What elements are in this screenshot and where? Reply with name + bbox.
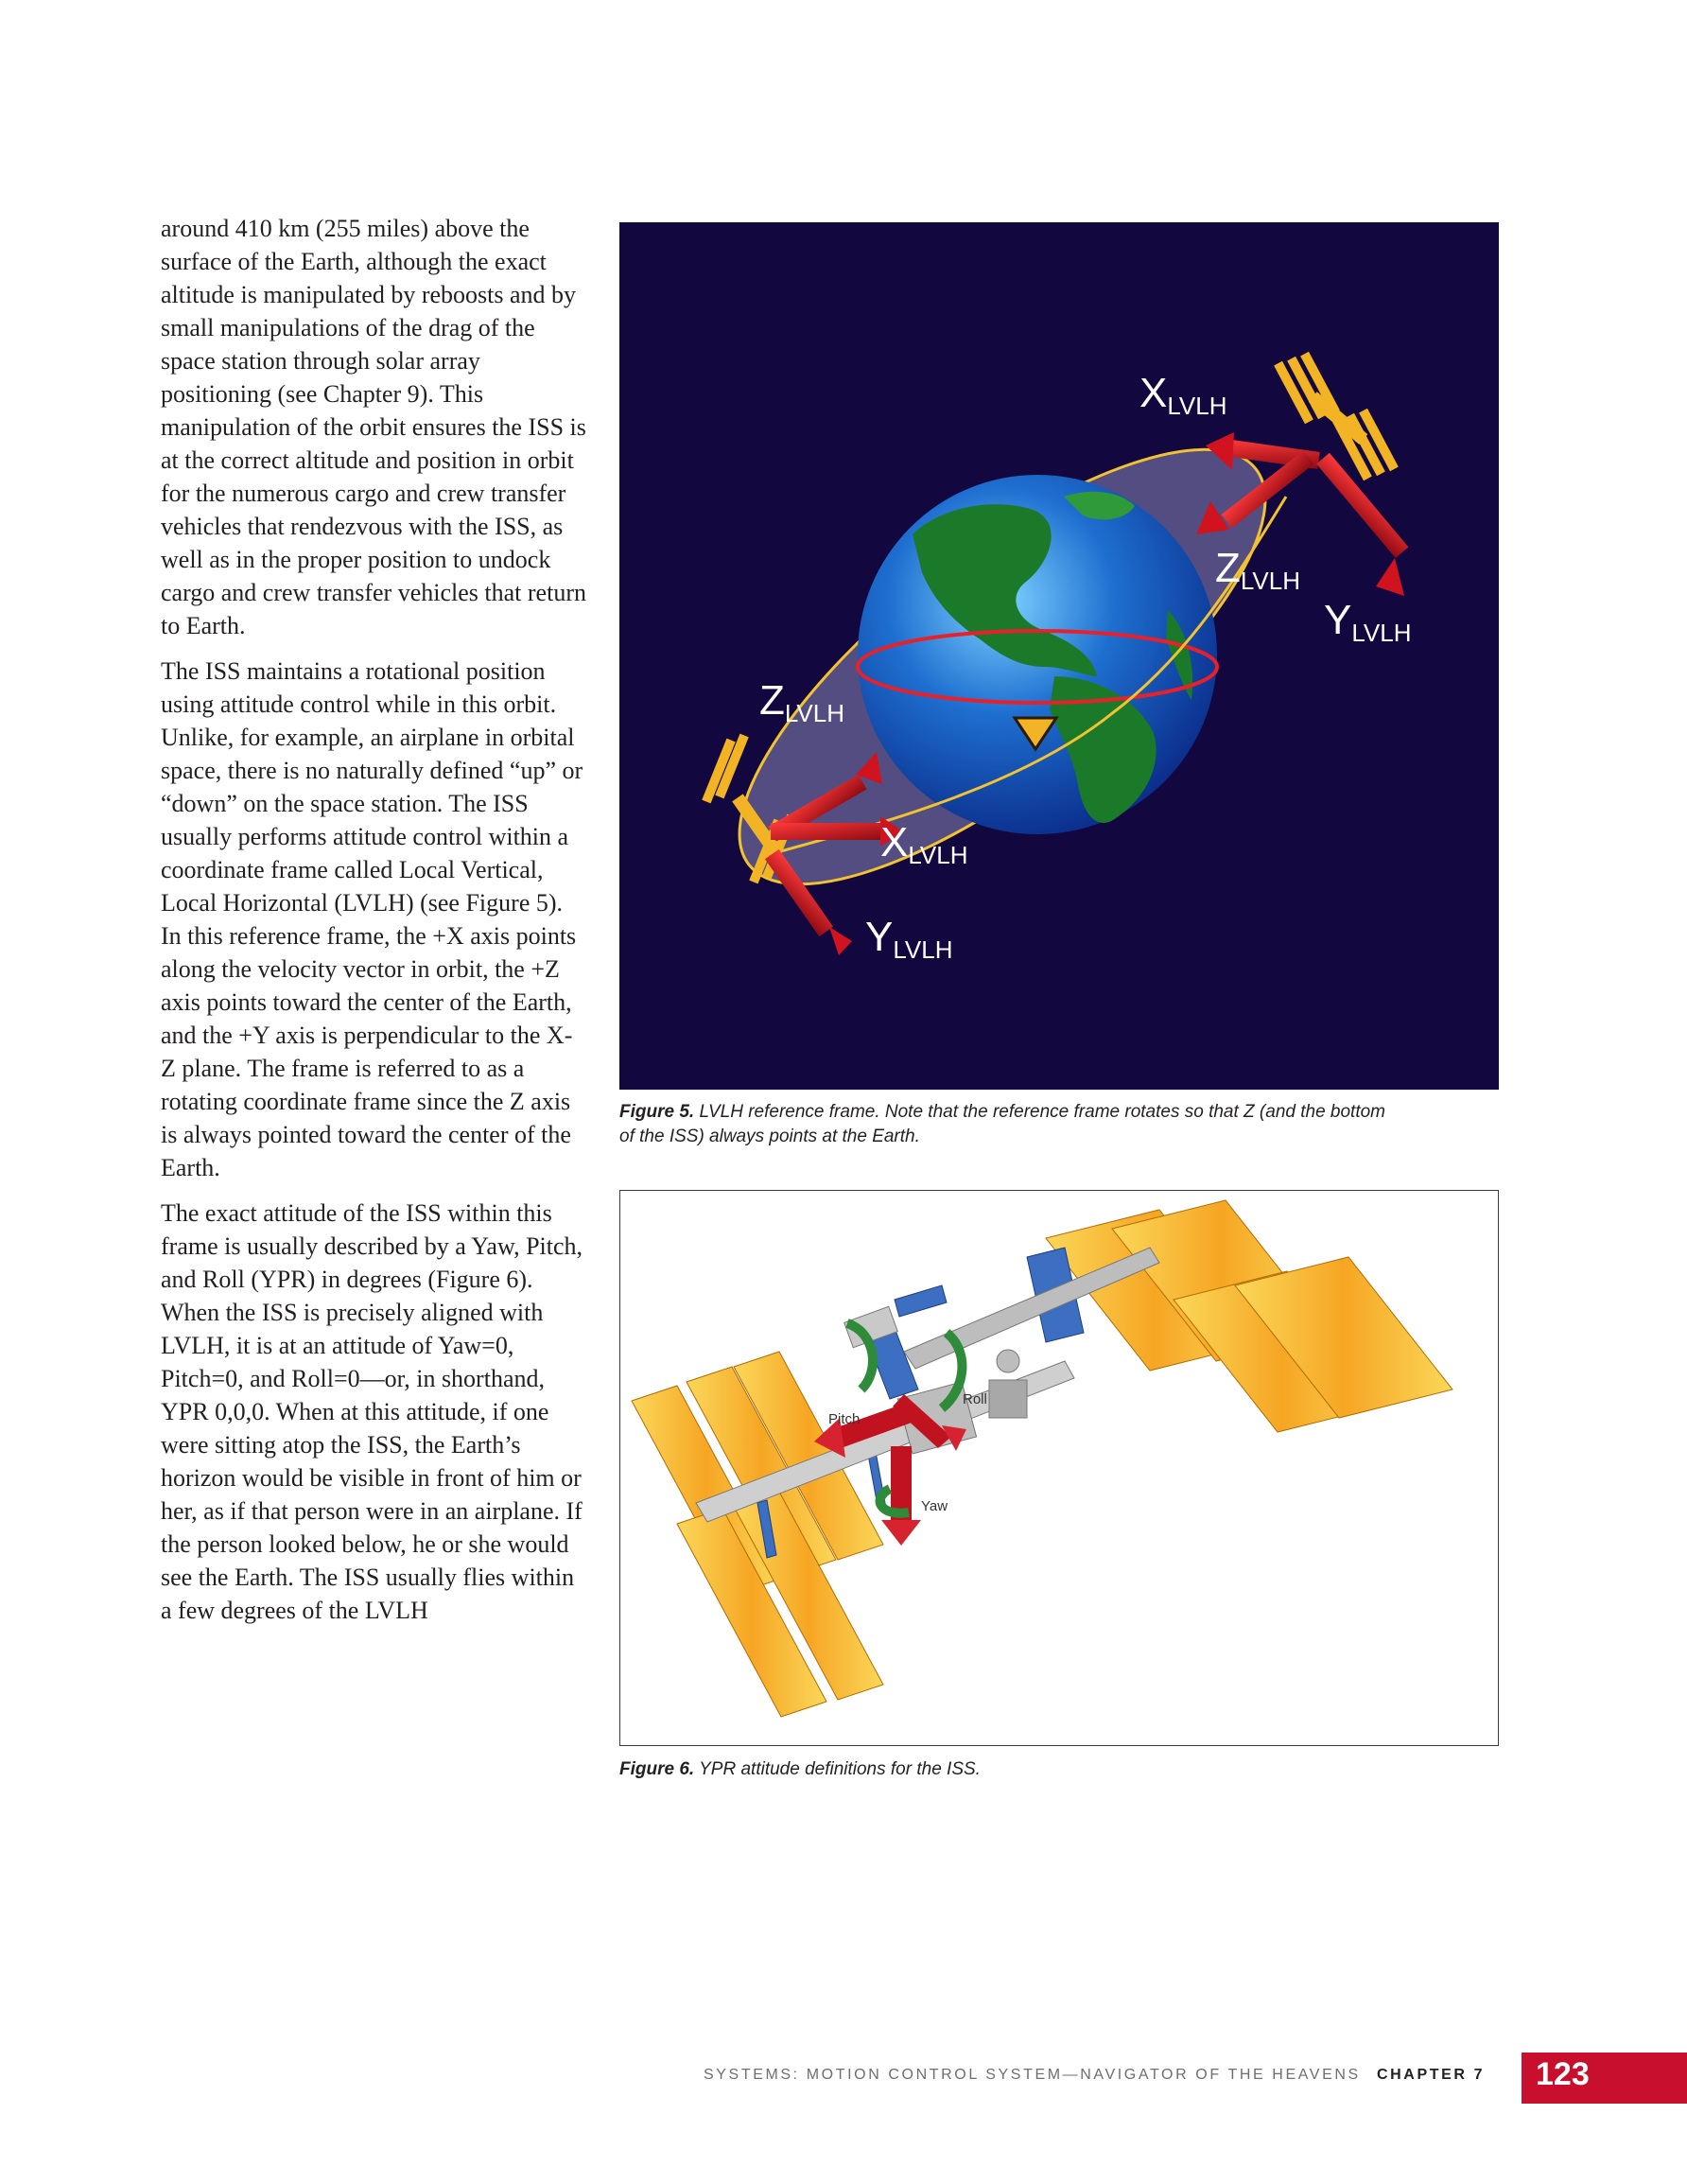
x-label-lower: XLVLH: [880, 819, 968, 869]
paragraph-1: around 410 km (255 miles) above the surface of the Earth, although the exact altitude is manipulated by reboosts and by small manipulations of the drag of the space station through solar array positioning (see Chapter 9). This manipulation of the orbit ensures the ISS is at the correct altitude and position in orbit for the numerous cargo and crew transfer vehicles that rendezvous with the ISS, as well as in the proper position to undock cargo and crew transfer vehicles that return to Earth.: [161, 215, 586, 639]
chapter-label: CHAPTER 7: [1377, 2067, 1486, 2083]
y-label-lower: YLVLH: [865, 914, 953, 964]
left-solar-arrays-icon: [632, 1352, 883, 1717]
figure-6-caption-text: YPR attitude definitions for the ISS.: [694, 1759, 981, 1779]
figure-6-ypr-illustration: [619, 1190, 1499, 1746]
x-label-upper: XLVLH: [1139, 370, 1227, 420]
figure-5-number: Figure 5.: [619, 1102, 695, 1122]
yaw-label: Yaw: [921, 1498, 948, 1514]
roll-label: Roll: [963, 1391, 987, 1407]
z-label-upper: ZLVLH: [1215, 545, 1300, 595]
body-text: [161, 212, 586, 1639]
z-label-lower: ZLVLH: [759, 677, 844, 727]
figure-6-number: Figure 6.: [619, 1759, 695, 1779]
figure-5-lvlh-illustration: [619, 222, 1499, 1090]
figure-5-caption-text: LVLH reference frame. Note that the reference frame rotates so that Z (and the bottom of the ISS) always points at the Earth.: [619, 1102, 1386, 1146]
figure-5-caption: [619, 1100, 1395, 1149]
pitch-label: Pitch: [828, 1411, 861, 1427]
running-title: SYSTEMS: MOTION CONTROL SYSTEM—NAVIGATOR OF THE HEAVENS: [704, 2067, 1361, 2083]
right-solar-arrays-icon: [1046, 1200, 1452, 1432]
y-label-upper: YLVLH: [1324, 597, 1412, 647]
paragraph-3: The exact attitude of the ISS within this frame is usually described by a Yaw, Pitch, and Roll (YPR) in degrees (Figure 6). When the ISS is precisely aligned with LVLH, it is at an attitude of Yaw=0, Pitch=0, and Roll=0—or, in shorthand, YPR 0,0,0. When at this attitude, if one were sitting atop the ISS, the Earth’s horizon would be visible in front of him or her, as if that person were in an airplane. If the person looked below, he or she would see the Earth. The ISS usually flies within a few degrees of the LVLH: [161, 1199, 583, 1624]
figure-6-caption: [619, 1757, 1395, 1782]
earth: [858, 475, 1217, 834]
paragraph-2: The ISS maintains a rotational position using attitude control while in this orbit. Unlike, for example, an airplane in orbital space, there is no naturally defined “up” or “down” on the space station. The ISS usually performs attitude control within a coordinate frame called Local Vertical, Local Horizontal (LVLH) (see Figure 5). In this reference frame, the +X axis points along the velocity vector in orbit, the +Z axis points toward the center of the Earth, and the +Y axis is perpendicular to the X-Z plane. The frame is referred to as a rotating coordinate frame since the Z axis is always pointed toward the center of the Earth.: [161, 657, 583, 1181]
page-number: 123: [1536, 2056, 1590, 2092]
